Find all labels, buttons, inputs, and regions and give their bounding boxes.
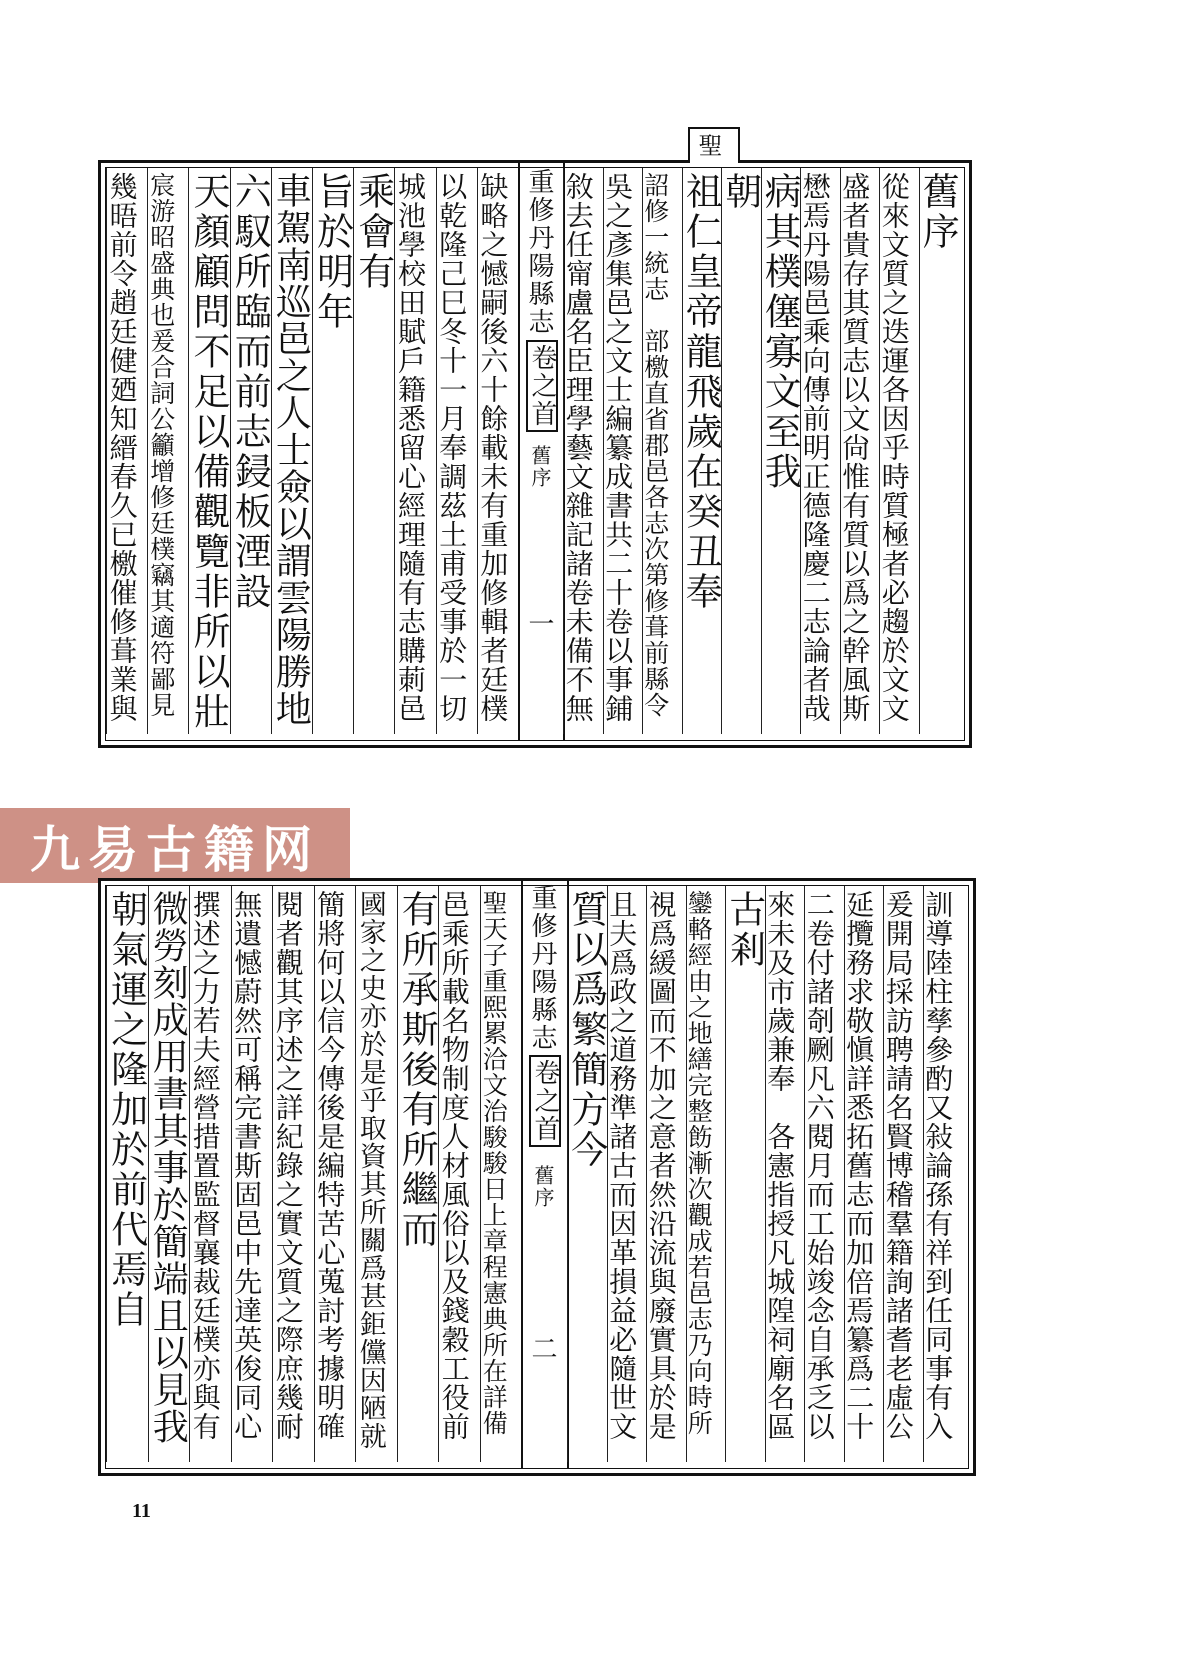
lower-text-column: 來未及市歲兼奉 各憲指授凡城隍祠廟名區 [763, 890, 797, 1441]
watermark-text: 九易古籍网 [30, 820, 320, 879]
lower-column-rule [725, 886, 726, 1462]
upper-text-column: 祖仁皇帝龍飛歲在癸丑奉 [679, 172, 723, 612]
upper-column-rule [919, 168, 920, 734]
lower-text-column: 邑乘所載名物制度人材風俗以及錢穀工役前 [437, 890, 471, 1441]
upper-tab-char: 聖 [694, 133, 722, 157]
lower-text-column: 朝氣運之隆加於前代焉自 [104, 890, 148, 1330]
upper-text-column: 六馭所臨而前志鋟板湮設 [228, 172, 272, 612]
upper-text-column: 城池學校田賦戶籍悉留心經理隨有志購莿邑 [394, 172, 427, 723]
lower-text-column: 聖天子重熙累洽文治駿駿日上章程憲典所在詳備 [479, 890, 509, 1436]
upper-text-column: 旨於明年 [310, 172, 354, 332]
page-number: 11 [132, 1500, 151, 1522]
lower-text-column: 國家之史亦於是乎取資其所關爲甚鉅儻因陋就 [354, 890, 386, 1450]
upper-text-column: 天顏顧問不足以備觀覽非所以壯 [187, 172, 230, 732]
lower-text-column: 古剎 [722, 890, 766, 970]
upper-text-column: 盛者貴存其質志以文尙惟有質以爲之幹風斯 [838, 172, 872, 723]
upper-text-column: 以乾隆己巳冬十一月奉調茲土甫受事於一切 [435, 172, 469, 723]
lower-fishtail-rule-left [521, 881, 523, 1469]
upper-text-column: 吳之彥集邑之文士編纂成書共二十卷以事鋪 [601, 172, 635, 723]
lower-fishtail-title: 重修丹陽縣志 [527, 884, 557, 1052]
upper-text-column: 病其樸僿寡文至我 [758, 172, 802, 492]
upper-text-column: 乘會有 [351, 172, 395, 292]
upper-text-column: 缺略之憾嗣後六十餘載未有重加修輯者廷樸 [476, 172, 510, 723]
watermark-banner [0, 808, 350, 883]
upper-text-column: 敘去任甯盧名臣理學藝文雜記諸卷未備不無 [561, 172, 595, 723]
upper-text-column: 從來文質之迭運各因乎時質極者必趨於文文 [877, 172, 911, 723]
lower-fishtail-section: 舊序 [531, 1165, 555, 1209]
upper-text-column: 幾晤前令趙廷健廼知縉春久已檄催修葺業與 [105, 172, 139, 723]
upper-fishtail-number: 一 [524, 610, 554, 638]
upper-text-column: 車駕南巡邑之人士僉以謂雲陽勝地 [270, 172, 312, 727]
upper-text-column: 朝 [718, 172, 762, 212]
upper-text-column: 舊序 [916, 172, 960, 252]
lower-text-column: 微勞刻成用書其事於簡端且以見我 [147, 890, 189, 1445]
lower-text-column: 撰述之力若夫經營措置監督襄裁廷樸亦與有 [188, 890, 222, 1441]
lower-fishtail-number: 二 [527, 1335, 557, 1363]
upper-fishtail-title: 重修丹陽縣志 [524, 168, 554, 336]
lower-text-column: 無遺憾蔚然可稱完書斯固邑中先達英俊同心 [230, 890, 264, 1441]
upper-fishtail-juan: 卷之首 [526, 340, 558, 432]
lower-text-column: 爰開局採訪聘請名賢博稽羣籍詢諸耆老虛公 [881, 890, 915, 1441]
upper-fishtail-rule-left [518, 163, 520, 741]
lower-text-column: 訓導陸柱孳參酌又敍論孫有祥到任同事有入 [921, 890, 955, 1441]
lower-text-column: 有所承斯後有所繼而 [395, 890, 439, 1250]
upper-text-column: 詔修一統志 部檄直省郡邑各志次第修葺前縣令 [640, 172, 670, 718]
upper-text-column: 懋焉丹陽邑乘向傳前明正德隆慶二志論者哉 [798, 172, 832, 723]
upper-text-column: 宸游昭盛典也爰合詞公籲增修廷樸竊其適符鄙見 [146, 172, 176, 718]
upper-tab-head [688, 127, 740, 163]
lower-text-column: 簡將何以信今傳後是編特苦心蒐討考據明確 [313, 890, 347, 1441]
lower-text-column: 且夫爲政之道務準諸古而因革損益必隨世文 [605, 890, 639, 1441]
lower-text-column: 延攬務求敬愼詳悉拓舊志而加倍焉纂爲二十 [842, 890, 876, 1441]
lower-text-column: 二卷付諸剞劂凡六閱月而工始竣念自承乏以 [802, 890, 836, 1441]
lower-text-column: 閱者觀其序述之詳紀錄之實文質之際庶幾耐 [271, 890, 305, 1441]
lower-text-column: 視爲緩圖而不加之意者然沿流與廢實具於是 [644, 890, 678, 1441]
lower-text-column: 質以爲繁簡方今 [564, 890, 608, 1170]
upper-fishtail-section: 舊序 [528, 445, 552, 489]
lower-text-column: 鑾輅經由之地繕完整飭漸次觀成若邑志乃向時所 [684, 890, 714, 1436]
lower-fishtail-juan: 卷之首 [529, 1055, 561, 1147]
